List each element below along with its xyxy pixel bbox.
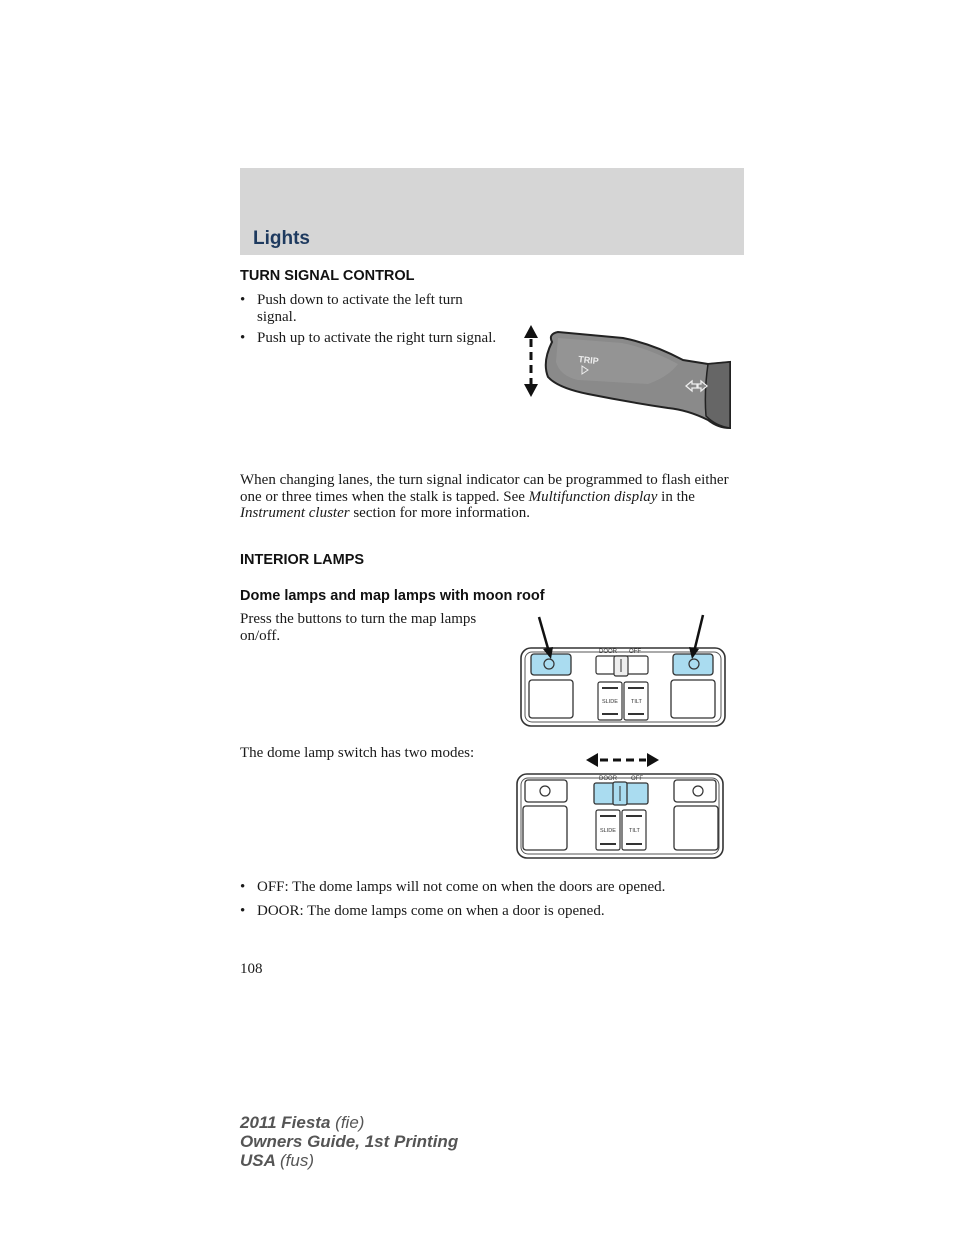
instrument-cluster-ref: Instrument cluster	[240, 505, 350, 521]
document-footer	[240, 1113, 458, 1170]
page-number: 108	[240, 961, 263, 977]
bullet-dot: •	[240, 879, 246, 895]
paragraph-text: When changing lanes, the turn signal indicator can be programmed to flash either one or three times when the stalk is tapped. See	[240, 472, 729, 505]
bullet-dot: •	[240, 330, 246, 346]
door-label: DOOR	[599, 776, 617, 782]
map-lamps-figure	[518, 612, 728, 730]
up-down-arrow-icon	[524, 325, 538, 397]
turn-signal-paragraph	[240, 472, 740, 522]
trip-label: TRIP	[577, 354, 600, 367]
dome-switch-figure	[514, 752, 726, 860]
dome-switch-modes-text: The dome lamp switch has two modes:	[240, 745, 475, 761]
slide-label: SLIDE	[600, 828, 616, 834]
footer-model-code: (fie)	[335, 1113, 365, 1132]
press-buttons-text: Press the buttons to turn the map lamps on/off.	[240, 611, 477, 644]
off-label: OFF	[629, 649, 641, 655]
page-title: Lights	[253, 228, 310, 249]
dome-lamps-subheading: Dome lamps and map lamps with moon roof	[240, 588, 545, 604]
bullet-dot: •	[240, 292, 246, 308]
list-item	[240, 330, 497, 364]
paragraph-text: in the	[661, 488, 695, 505]
header-band	[240, 168, 744, 255]
tilt-label: TILT	[631, 699, 642, 705]
list-item	[240, 903, 740, 921]
bullet-text: Push up to activate the right turn signal.	[257, 330, 497, 346]
tilt-label: TILT	[629, 828, 640, 834]
door-label: DOOR	[599, 649, 617, 655]
turn-signal-stalk-figure	[518, 322, 732, 432]
bullet-dot: •	[240, 903, 246, 919]
off-label: OFF	[631, 776, 643, 782]
footer-model: 2011 Fiesta	[240, 1113, 331, 1132]
list-item	[240, 292, 490, 326]
footer-market: USA	[240, 1151, 276, 1170]
paragraph-text: section for more information.	[353, 505, 530, 521]
list-item	[240, 879, 740, 897]
turn-signal-heading: TURN SIGNAL CONTROL	[240, 268, 415, 284]
left-right-arrow-icon	[586, 753, 659, 767]
bullet-text: Push down to activate the left turn signal.	[257, 292, 463, 325]
multifunction-display-ref: Multifunction display	[528, 488, 658, 505]
footer-guide: Owners Guide, 1st Printing	[240, 1132, 459, 1151]
interior-lamps-heading: INTERIOR LAMPS	[240, 552, 365, 568]
bullet-text: OFF: The dome lamps will not come on when the doors are opened.	[257, 879, 666, 895]
stalk-icon	[546, 332, 730, 428]
footer-market-code: (fus)	[280, 1151, 314, 1170]
slide-label: SLIDE	[602, 699, 618, 705]
bullet-text: DOOR: The dome lamps come on when a door is opened.	[257, 903, 605, 919]
